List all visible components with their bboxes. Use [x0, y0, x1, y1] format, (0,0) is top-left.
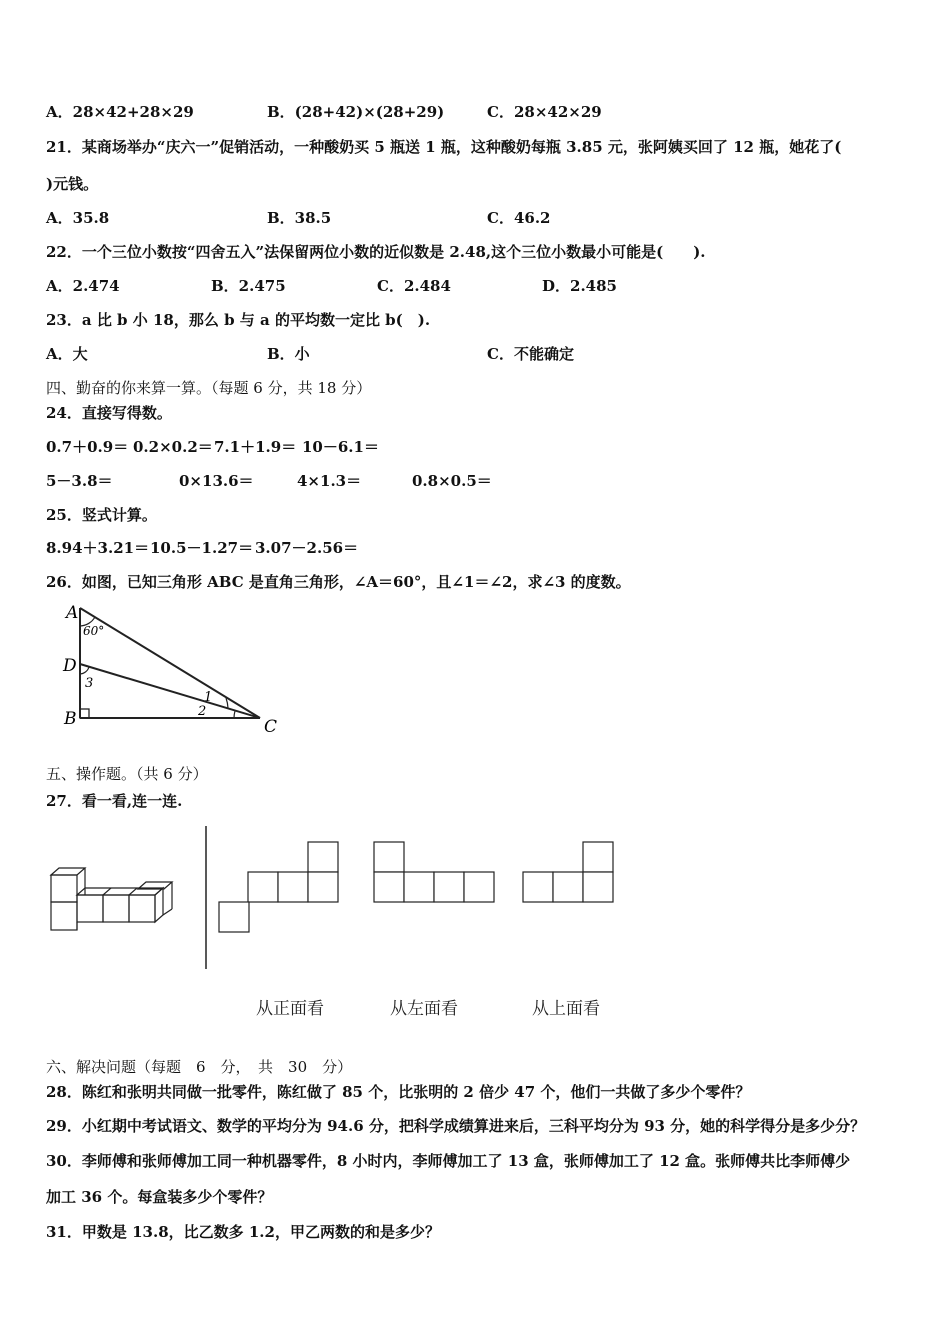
q31-text: 31．甲数是 13.8，比乙数多 1.2，甲乙两数的和是多少？ [46, 1223, 440, 1241]
q23-option-a[interactable]: A．大 [46, 345, 88, 363]
q25-item: 10.5－1.27＝ [150, 539, 254, 557]
segment-dc [80, 664, 260, 718]
q24-item: 5－3.8＝ [46, 472, 113, 490]
side-ac [80, 608, 260, 718]
q22-option-c[interactable]: C．2.484 [377, 277, 451, 295]
label-angle-2: 2 [198, 704, 207, 719]
label-b: B [64, 709, 77, 729]
q22-option-a[interactable]: A．2.474 [46, 277, 120, 295]
label-angle-3: 3 [85, 676, 94, 691]
label-angle-1: 1 [204, 690, 213, 705]
q24-item: 0.2×0.2＝ [133, 438, 213, 456]
q22-option-b[interactable]: B．2.475 [211, 277, 286, 295]
q24-item: 7.1＋1.9＝ [214, 438, 297, 456]
section6-title: 六、解决问题（每题 6 分， 共 30 分） [46, 1058, 353, 1076]
q23-option-b[interactable]: B．小 [267, 345, 310, 363]
q24-item: 4×1.3＝ [297, 472, 362, 490]
q24-item: 0.8×0.5＝ [412, 472, 492, 490]
q26-text: 26．如图，已知三角形 ABC 是直角三角形，∠A＝60°，且∠1＝∠2，求∠3 的度数。 [46, 573, 631, 591]
q29-text: 29．小红期中考试语文、数学的平均分为 94.6 分，把科学成绩算进来后，三科平均分为 93 分，她的科学得分是多少分？ [46, 1117, 866, 1135]
q20-option-c[interactable]: C．28×42×29 [487, 103, 602, 121]
q24-item: 10－6.1＝ [302, 438, 379, 456]
view-figure-2 [372, 840, 496, 904]
label-c: C [264, 717, 278, 737]
q24-item: 0.7＋0.9＝ [46, 438, 129, 456]
q21-option-a[interactable]: A．35.8 [46, 209, 110, 227]
q27-text: 27．看一看,连一连. [46, 792, 183, 810]
label-angle-60: 60° [83, 624, 105, 638]
view-figure-1 [218, 840, 342, 934]
section5-title: 五、操作题。（共 6 分） [46, 765, 208, 783]
q30-text-cont: 加工 36 个。每盒装多少个零件？ [46, 1188, 273, 1206]
q24-text: 24．直接写得数。 [46, 404, 172, 422]
q24-item: 0×13.6＝ [179, 472, 254, 490]
right-angle-mark [80, 709, 89, 718]
q25-text: 25．竖式计算。 [46, 506, 157, 524]
q25-item: 8.94＋3.21＝ [46, 539, 150, 557]
q21-option-c[interactable]: C．46.2 [487, 209, 551, 227]
cube-solid-figure [46, 862, 191, 937]
q30-text: 30．李师傅和张师傅加工同一种机器零件，8 小时内，李师傅加工了 13 盒，张师傅加工了 12 盒。张师傅共比李师傅少 [46, 1152, 851, 1170]
q28-text: 28．陈红和张明共同做一批零件，陈红做了 85 个，比张明的 2 倍少 47 个，他们一共做了多少个零件？ [46, 1083, 751, 1101]
section4-title: 四、勤奋的你来算一算。（每题 6 分，共 18 分） [46, 379, 372, 397]
caption-front-view: 从正面看 [256, 999, 324, 1019]
angle-2-arc [234, 711, 235, 718]
triangle-figure [58, 600, 288, 740]
q25-item: 3.07－2.56＝ [255, 539, 359, 557]
q23-text: 23．a 比 b 小 18，那么 b 与 a 的平均数一定比 b( ). [46, 311, 431, 329]
caption-left-view: 从左面看 [390, 999, 458, 1019]
angle-1-arc [226, 698, 228, 708]
q21-text: 21．某商场举办“庆六一”促销活动，一种酸奶买 5 瓶送 1 瓶，这种酸奶每瓶 3.85 元，张阿姨买回了 12 瓶，她花了( [46, 138, 842, 156]
q22-text: 22．一个三位小数按“四舍五入”法保留两位小数的近似数是 2.48,这个三位小数最小可能是( ). [46, 243, 706, 261]
label-a: A [66, 603, 79, 623]
caption-top-view: 从上面看 [532, 999, 600, 1019]
q22-option-d[interactable]: D．2.485 [542, 277, 617, 295]
angle-3-arc [80, 667, 89, 674]
q20-option-b[interactable]: B．(28+42)×(28+29) [267, 103, 445, 121]
q21-text-cont: )元钱。 [46, 175, 99, 193]
divider-line [204, 826, 208, 971]
q21-option-b[interactable]: B．38.5 [267, 209, 332, 227]
view-figure-3 [521, 840, 615, 904]
q23-option-c[interactable]: C．不能确定 [487, 345, 574, 363]
q20-option-a[interactable]: A．28×42+28×29 [46, 103, 194, 121]
label-d: D [63, 656, 77, 676]
